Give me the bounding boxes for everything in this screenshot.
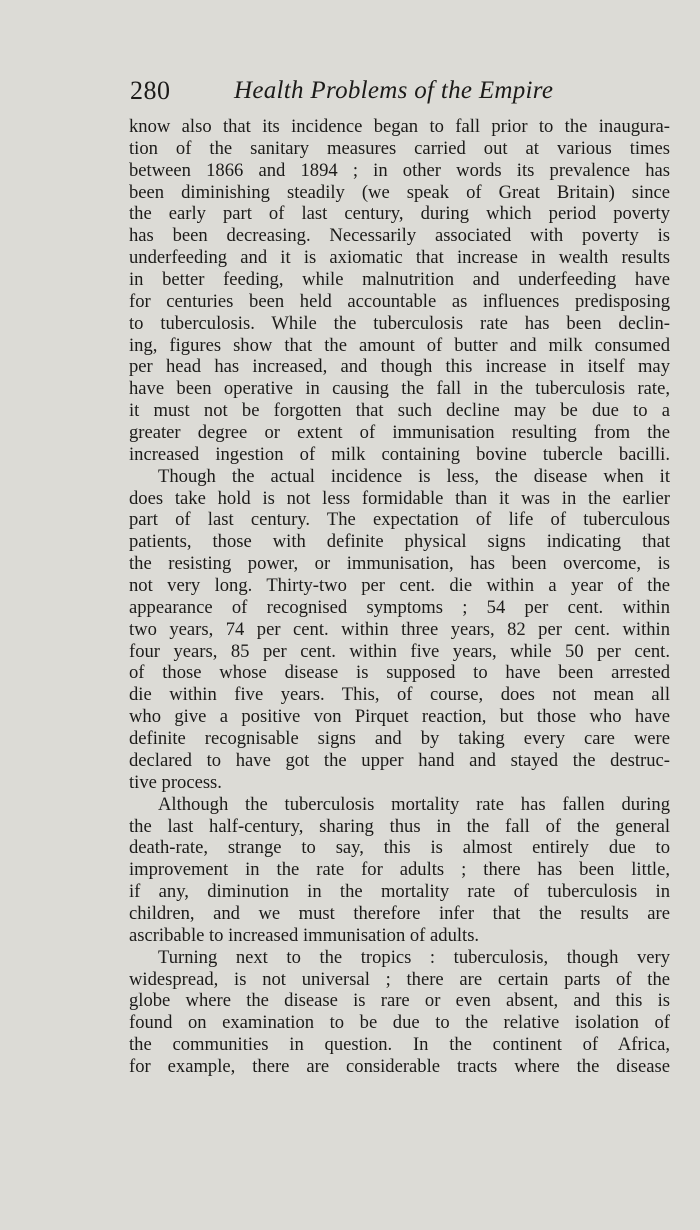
text-line: for centuries been held accountable as influences predisposing	[129, 290, 670, 312]
text-line: for example, there are considerable tracts where the disease	[129, 1055, 670, 1077]
text-line: it must not be forgotten that such decline may be due to a	[129, 400, 670, 422]
text-line: tion of the sanitary measures carried out at various times	[129, 137, 670, 159]
text-line: to tuberculosis. While the tuberculosis rate has been declin-	[129, 312, 670, 334]
text-line: improvement in the rate for adults ; there has been little,	[129, 859, 670, 881]
text-line: declared to have got the upper hand and stayed the destruc-	[129, 749, 670, 771]
text-line: who give a positive von Pirquet reaction, but those who have	[129, 706, 670, 728]
text-line: per head has increased, and though this increase in itself may	[129, 356, 670, 378]
text-line: have been operative in causing the fall in the tuberculosis rate,	[129, 378, 670, 400]
text-line: part of last century. The expectation of life of tuberculous	[129, 509, 670, 531]
text-line: does take hold is not less formidable than it was in the earlier	[129, 487, 670, 509]
page-number: 280	[130, 76, 171, 105]
text-line: not very long. Thirty-two per cent. die within a year of the	[129, 575, 670, 597]
text-line: if any, diminution in the mortality rate of tuberculosis in	[129, 881, 670, 903]
text-line: death-rate, strange to say, this is almost entirely due to	[129, 837, 670, 859]
body-text	[129, 116, 670, 1078]
text-line: ascribable to increased immunisation of adults.	[129, 924, 480, 946]
text-line: tive process.	[129, 771, 222, 793]
text-line: ing, figures show that the amount of butter and milk consumed	[129, 334, 670, 356]
running-title: Health Problems of the Empire	[234, 77, 554, 104]
text-line: Though the actual incidence is less, the disease when it	[158, 465, 670, 487]
text-line: found on examination to be due to the relative isolation of	[129, 1012, 670, 1034]
text-line: Turning next to the tropics : tuberculosis, though very	[158, 946, 670, 968]
text-line: has been decreasing. Necessarily associated with poverty is	[129, 225, 670, 247]
text-line: definite recognisable signs and by taking every care were	[129, 728, 670, 750]
text-line: the communities in question. In the continent of Africa,	[129, 1034, 670, 1056]
text-line: the early part of last century, during which period poverty	[129, 203, 670, 225]
text-line: been diminishing steadily (we speak of Great Britain) since	[129, 181, 670, 203]
text-line: Although the tuberculosis mortality rate has fallen during	[158, 793, 670, 815]
text-line: increased ingestion of milk containing bovine tubercle bacilli.	[129, 443, 670, 465]
text-line: underfeeding and it is axiomatic that increase in wealth results	[129, 247, 670, 269]
text-line: patients, those with definite physical signs indicating that	[129, 531, 670, 553]
text-line: greater degree or extent of immunisation resulting from the	[129, 422, 670, 444]
page-header	[130, 74, 670, 110]
text-line: appearance of recognised symptoms ; 54 per cent. within	[129, 596, 670, 618]
text-line: of those whose disease is supposed to have been arrested	[129, 662, 670, 684]
text-line: between 1866 and 1894 ; in other words its prevalence has	[129, 159, 670, 181]
text-line: globe where the disease is rare or even absent, and this is	[129, 990, 670, 1012]
text-line: die within five years. This, of course, does not mean all	[129, 684, 670, 706]
text-line: the last half-century, sharing thus in the fall of the general	[129, 815, 670, 837]
text-line: four years, 85 per cent. within five years, while 50 per cent.	[129, 640, 670, 662]
text-line: the resisting power, or immunisation, has been overcome, is	[129, 553, 670, 575]
text-line: children, and we must therefore infer that the results are	[129, 902, 670, 924]
text-line: widespread, is not universal ; there are certain parts of the	[129, 968, 670, 990]
text-line: in better feeding, while malnutrition and underfeeding have	[129, 269, 670, 291]
text-line: two years, 74 per cent. within three years, 82 per cent. within	[129, 618, 670, 640]
text-line: know also that its incidence began to fall prior to the inaugura-	[129, 116, 670, 137]
